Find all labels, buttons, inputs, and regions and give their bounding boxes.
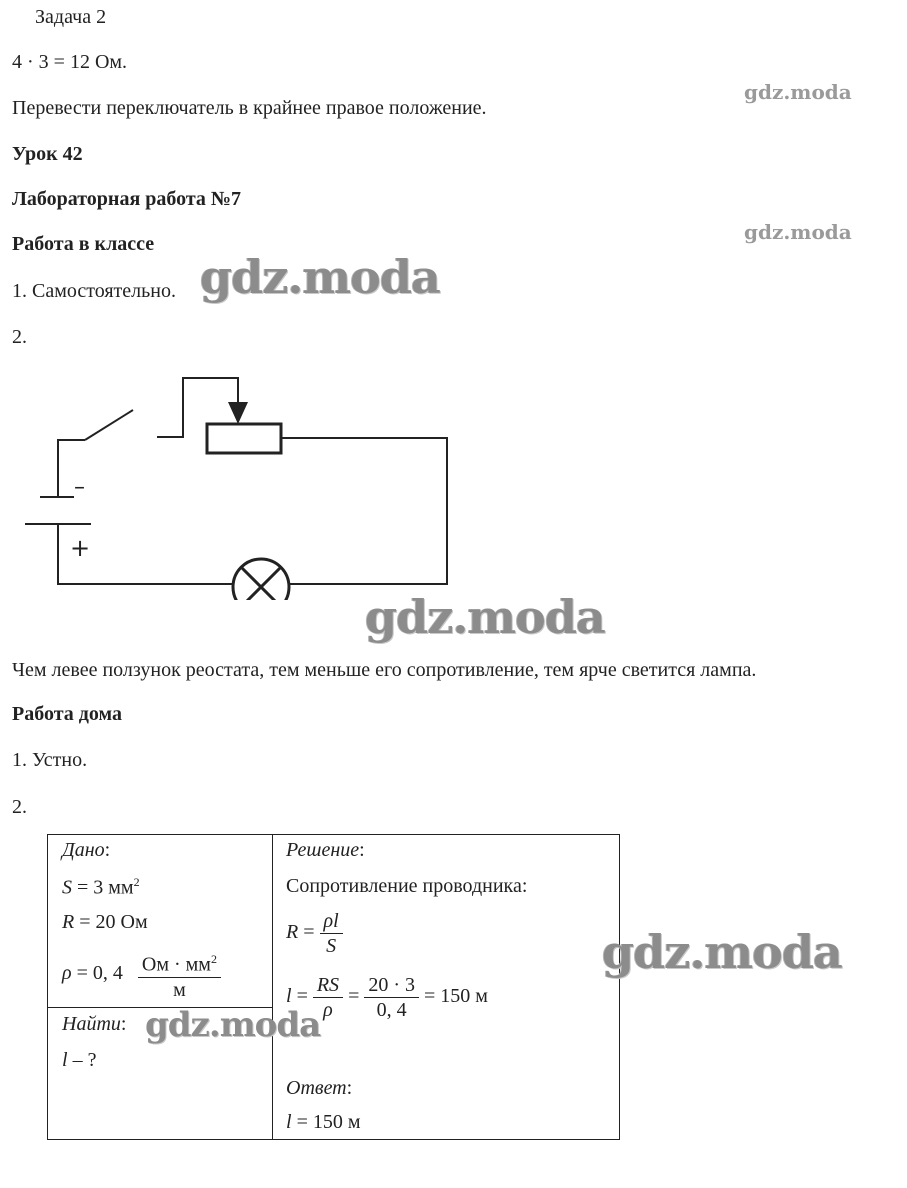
item-1: 1. Самостоятельно. (12, 280, 176, 302)
answer-value: l = 150 м (286, 1111, 361, 1133)
given-resistance: R = 20 Ом (62, 911, 148, 933)
find-length: l – ? (62, 1049, 97, 1071)
class-work-heading: Работа в классе (12, 233, 155, 255)
lesson-heading: Урок 42 (12, 143, 83, 165)
answer-heading: Ответ: (286, 1077, 353, 1099)
lamp-cross (241, 567, 281, 600)
given-resistivity: ρ = 0, 4 $\frac{Ом \cdot мм^2}{м}$ (62, 947, 221, 1002)
wire-right (281, 438, 447, 584)
rheostat-slider-arrow (228, 402, 248, 424)
find-heading: Найти: (62, 1013, 127, 1035)
lamp-icon (233, 559, 289, 600)
rheostat (207, 424, 281, 453)
switch-blade (85, 410, 133, 440)
battery-minus: – (74, 475, 85, 500)
home-item-2: 2. (12, 796, 27, 818)
formula-length: l = $\frac{RS}{\rho}$ = $\frac{20 \cdot 3}{0, 4}$ = 150 м (286, 974, 488, 1021)
solution-text: Сопротивление проводника: (286, 875, 528, 897)
watermark-medium: gdz.moda (145, 1005, 321, 1045)
battery-plus: + (70, 534, 91, 562)
wire-switch-to-rheostat (157, 378, 238, 437)
table-divider-vertical (272, 835, 273, 1139)
lab-heading: Лабораторная работа №7 (12, 188, 242, 210)
given-heading: Дано: (62, 839, 111, 861)
conclusion-line: Чем левее ползунок реостата, тем меньше его сопротивление, тем ярче светится лампа. (12, 659, 757, 681)
calc-line: 4 · 3 = 12 Ом. (12, 51, 128, 73)
solution-heading: Решение: (286, 839, 365, 861)
given-area: S = 3 $мм^2$ (62, 875, 140, 899)
solution-table (47, 834, 620, 1140)
instruction-line: Перевести переключатель в крайнее правое положение. (12, 97, 487, 119)
watermark-small-1: gdz.moda (744, 80, 852, 104)
circuit-diagram (0, 360, 480, 600)
watermark-large-3: gdz.moda (602, 925, 842, 979)
formula-resistance: R = $\frac{\rho l}{S}$ (286, 909, 343, 958)
item-2: 2. (12, 326, 27, 348)
home-item-1: 1. Устно. (12, 749, 88, 771)
watermark-small-2: gdz.moda (744, 220, 852, 244)
watermark-large-1: gdz.moda (200, 250, 440, 304)
watermark-large-2: gdz.moda (365, 590, 605, 644)
home-work-heading: Работа дома (12, 703, 122, 725)
task-title: Задача 2 (35, 6, 107, 28)
